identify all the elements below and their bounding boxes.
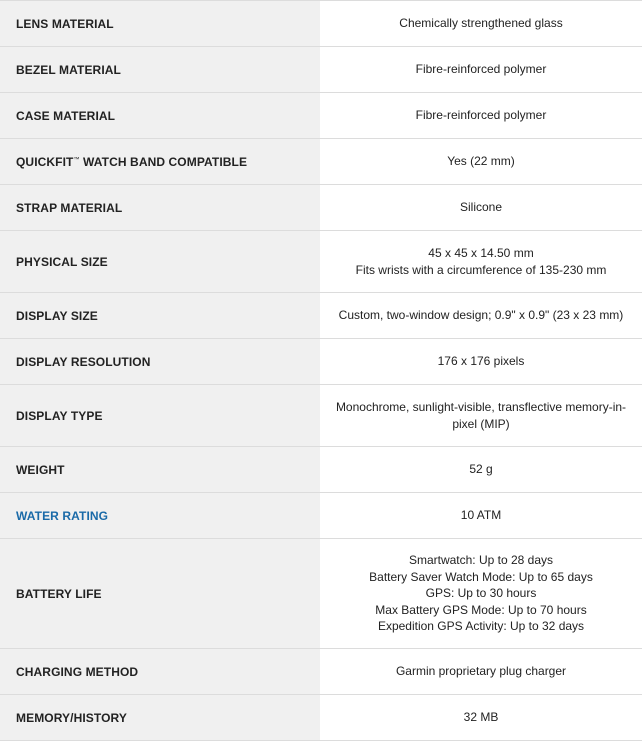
spec-row-lens-material — [0, 1, 642, 47]
spec-value — [320, 385, 642, 447]
spec-label: DISPLAY TYPE — [0, 385, 320, 447]
spec-value-line: Expedition GPS Activity: Up to 32 days — [377, 619, 585, 634]
spec-value — [320, 1, 642, 47]
spec-label: MEMORY/HISTORY — [0, 695, 320, 741]
spec-label: BEZEL MATERIAL — [0, 47, 320, 93]
spec-value-line: Silicone — [459, 200, 503, 215]
spec-value-line: GPS: Up to 30 hours — [425, 586, 537, 601]
spec-value — [320, 139, 642, 185]
spec-label: LENS MATERIAL — [0, 1, 320, 47]
spec-row-weight — [0, 447, 642, 493]
spec-row-display-resolution — [0, 339, 642, 385]
spec-value-line: pixel (MIP) — [452, 416, 510, 431]
spec-row-charging-method — [0, 649, 642, 695]
spec-value — [320, 695, 642, 741]
spec-value — [320, 231, 642, 293]
spec-value — [320, 447, 642, 493]
spec-value-line: Fibre-reinforced polymer — [415, 62, 547, 77]
spec-value-line: 176 x 176 pixels — [437, 354, 525, 369]
spec-label: CHARGING METHOD — [0, 649, 320, 695]
spec-label: WEIGHT — [0, 447, 320, 493]
spec-label: DISPLAY RESOLUTION — [0, 339, 320, 385]
spec-value — [320, 493, 642, 539]
spec-value-line: Custom, two-window design; 0.9" x 0.9" (23 x 23 mm) — [338, 308, 624, 323]
spec-label: STRAP MATERIAL — [0, 185, 320, 231]
spec-value-line: Smartwatch: Up to 28 days — [408, 553, 554, 568]
spec-row-quickfit-compatible — [0, 139, 642, 185]
spec-value-line: 10 ATM — [460, 508, 502, 523]
spec-value — [320, 649, 642, 695]
spec-row-display-type — [0, 385, 642, 447]
spec-label: PHYSICAL SIZE — [0, 231, 320, 293]
spec-value — [320, 293, 642, 339]
spec-row-display-size — [0, 293, 642, 339]
spec-row-physical-size — [0, 231, 642, 293]
trademark-symbol: ™ — [73, 156, 80, 163]
spec-row-memory-history — [0, 695, 642, 741]
spec-value-line: 45 x 45 x 14.50 mm — [428, 246, 534, 260]
spec-row-strap-material — [0, 185, 642, 231]
spec-label: BATTERY LIFE — [0, 539, 320, 649]
spec-label — [0, 139, 320, 185]
spec-value-line: Fits wrists with a circumference of 135-230 mm — [355, 262, 607, 277]
spec-label: CASE MATERIAL — [0, 93, 320, 139]
spec-value-line: Max Battery GPS Mode: Up to 70 hours — [375, 602, 587, 617]
spec-value-line: 52 g — [469, 462, 493, 477]
water-rating-link[interactable]: WATER RATING — [0, 493, 320, 539]
spec-row-case-material — [0, 93, 642, 139]
spec-value-line: Fibre-reinforced polymer — [415, 108, 547, 123]
spec-value-line: 32 MB — [463, 710, 499, 725]
spec-value — [320, 339, 642, 385]
spec-value — [320, 93, 642, 139]
spec-value — [320, 47, 642, 93]
spec-label-text-rest: WATCH BAND COMPATIBLE — [79, 154, 248, 169]
spec-row-water-rating — [0, 493, 642, 539]
spec-row-bezel-material — [0, 47, 642, 93]
spec-value-line: Yes (22 mm) — [447, 154, 515, 169]
spec-value — [320, 539, 642, 649]
spec-label-text: QUICKFIT — [16, 154, 74, 169]
spec-value — [320, 185, 642, 231]
spec-label: DISPLAY SIZE — [0, 293, 320, 339]
spec-value-line: Battery Saver Watch Mode: Up to 65 days — [369, 569, 593, 584]
spec-value-line: Monochrome, sunlight-visible, transflective memory-in- — [335, 400, 627, 414]
spec-value-line: Chemically strengthened glass — [399, 16, 563, 31]
spec-row-battery-life — [0, 539, 642, 649]
spec-value-line: Garmin proprietary plug charger — [395, 664, 567, 679]
